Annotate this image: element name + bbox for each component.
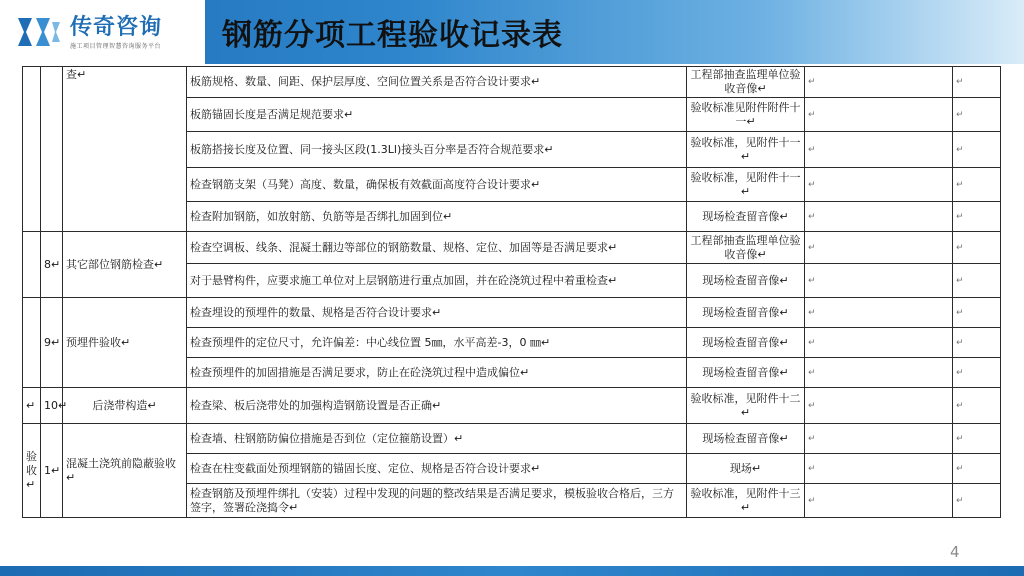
check-content: 对于悬臂构件，应要求施工单位对上层钢筋进行重点加固，并在砼浇筑过程中着重检查↵ — [187, 264, 687, 298]
result-cell: ↵ — [805, 484, 953, 518]
acceptance-standard: 现场检查留音像↵ — [687, 298, 805, 328]
remark-cell: ↵ — [953, 424, 1001, 454]
remark-cell: ↵ — [953, 232, 1001, 264]
table-row — [23, 67, 1001, 98]
result-cell: ↵ — [805, 264, 953, 298]
page-title: 钢筋分项工程验收记录表 — [222, 18, 563, 53]
stage-cell — [23, 232, 41, 298]
item-name: 后浇带构造↵ — [63, 388, 187, 424]
item-name: 预埋件验收↵ — [63, 298, 187, 388]
remark-cell: ↵ — [953, 454, 1001, 484]
acceptance-standard: 工程部抽查监理单位验收音像↵ — [687, 232, 805, 264]
check-content: 检查埋设的预埋件的数量、规格是否符合设计要求↵ — [187, 298, 687, 328]
stage-cell — [23, 298, 41, 388]
footer-bar — [0, 566, 1024, 576]
remark-cell: ↵ — [953, 98, 1001, 132]
check-content: 板筋搭接长度及位置、同一接头区段(1.3Ll)接头百分率是否符合规范要求↵ — [187, 132, 687, 168]
result-cell: ↵ — [805, 358, 953, 388]
stage-cell — [23, 67, 41, 232]
result-cell: ↵ — [805, 388, 953, 424]
result-cell: ↵ — [805, 98, 953, 132]
result-cell: ↵ — [805, 132, 953, 168]
acceptance-standard: 现场检查留音像↵ — [687, 202, 805, 232]
remark-cell: ↵ — [953, 358, 1001, 388]
result-cell: ↵ — [805, 298, 953, 328]
item-name: 查↵ — [63, 67, 187, 232]
remark-cell: ↵ — [953, 328, 1001, 358]
item-name: 混凝土浇筑前隐蔽验收↵ — [63, 424, 187, 518]
check-content: 检查在柱变截面处预埋钢筋的锚固长度、定位、规格是否符合设计要求↵ — [187, 454, 687, 484]
acceptance-standard: 现场检查留音像↵ — [687, 424, 805, 454]
logo-name: 传奇咨询 — [70, 13, 163, 40]
check-content: 板筋锚固长度是否满足规范要求↵ — [187, 98, 687, 132]
table-row — [23, 232, 1001, 264]
page-number: 4 — [950, 543, 960, 561]
remark-cell: ↵ — [953, 298, 1001, 328]
header-bar — [0, 0, 1024, 64]
check-content: 检查空调板、线条、混凝土翻边等部位的钢筋数量、规格、定位、加固等是否满足要求↵ — [187, 232, 687, 264]
check-content: 检查梁、板后浇带处的加强构造钢筋设置是否正确↵ — [187, 388, 687, 424]
item-number: 8↵ — [41, 232, 63, 298]
check-content: 检查墙、柱钢筋防偏位措施是否到位（定位箍筋设置）↵ — [187, 424, 687, 454]
acceptance-standard: 验收标准，见附件十二↵ — [687, 388, 805, 424]
acceptance-standard: 现场检查留音像↵ — [687, 328, 805, 358]
result-cell: ↵ — [805, 67, 953, 98]
item-number — [41, 67, 63, 232]
check-content: 检查预埋件的加固措施是否满足要求，防止在砼浇筑过程中造成偏位↵ — [187, 358, 687, 388]
table-row — [23, 388, 1001, 424]
acceptance-standard: 现场检查留音像↵ — [687, 264, 805, 298]
stage-cell: ↵ — [23, 388, 41, 424]
remark-cell: ↵ — [953, 132, 1001, 168]
result-cell: ↵ — [805, 328, 953, 358]
item-number: 1↵ — [41, 424, 63, 518]
table-row — [23, 424, 1001, 454]
result-cell: ↵ — [805, 454, 953, 484]
remark-cell: ↵ — [953, 168, 1001, 202]
remark-cell: ↵ — [953, 388, 1001, 424]
check-content: 检查钢筋及预埋件绑扎（安装）过程中发现的问题的整改结果是否满足要求，模板验收合格后，三方签字，签署砼浇捣令↵ — [187, 484, 687, 518]
check-content: 检查钢筋支架（马凳）高度、数量，确保板有效截面高度符合设计要求↵ — [187, 168, 687, 202]
check-content: 板筋规格、数量、间距、保护层厚度、空间位置关系是否符合设计要求↵ — [187, 67, 687, 98]
document-scan — [22, 66, 998, 536]
acceptance-standard: 现场↵ — [687, 454, 805, 484]
item-name: 其它部位钢筋检查↵ — [63, 232, 187, 298]
acceptance-standard: 现场检查留音像↵ — [687, 358, 805, 388]
result-cell: ↵ — [805, 202, 953, 232]
item-number: 9↵ — [41, 298, 63, 388]
acceptance-standard: 工程部抽查监理单位验收音像↵ — [687, 67, 805, 98]
check-content: 检查预埋件的定位尺寸，允许偏差：中心线位置 5㎜，水平高差-3，0 ㎜↵ — [187, 328, 687, 358]
result-cell: ↵ — [805, 232, 953, 264]
remark-cell: ↵ — [953, 67, 1001, 98]
acceptance-standard: 验收标准，见附件十一↵ — [687, 132, 805, 168]
logo-mark-icon — [14, 12, 62, 52]
table-row — [23, 298, 1001, 328]
remark-cell: ↵ — [953, 264, 1001, 298]
result-cell: ↵ — [805, 168, 953, 202]
result-cell: ↵ — [805, 424, 953, 454]
acceptance-standard: 验收标准，见附件十三↵ — [687, 484, 805, 518]
logo-tagline: 施工项目管理智慧咨询服务平台 — [70, 42, 162, 50]
logo — [0, 0, 205, 64]
remark-cell: ↵ — [953, 202, 1001, 232]
acceptance-standard: 验收标准见附件附件十一↵ — [687, 98, 805, 132]
remark-cell: ↵ — [953, 484, 1001, 518]
stage-cell: 验收↵ — [23, 424, 41, 518]
check-content: 检查附加钢筋，如放射筋、负筋等是否绑扎加固到位↵ — [187, 202, 687, 232]
item-number: 10↵ — [41, 388, 63, 424]
inspection-table — [22, 66, 1001, 518]
acceptance-standard: 验收标准，见附件十一↵ — [687, 168, 805, 202]
